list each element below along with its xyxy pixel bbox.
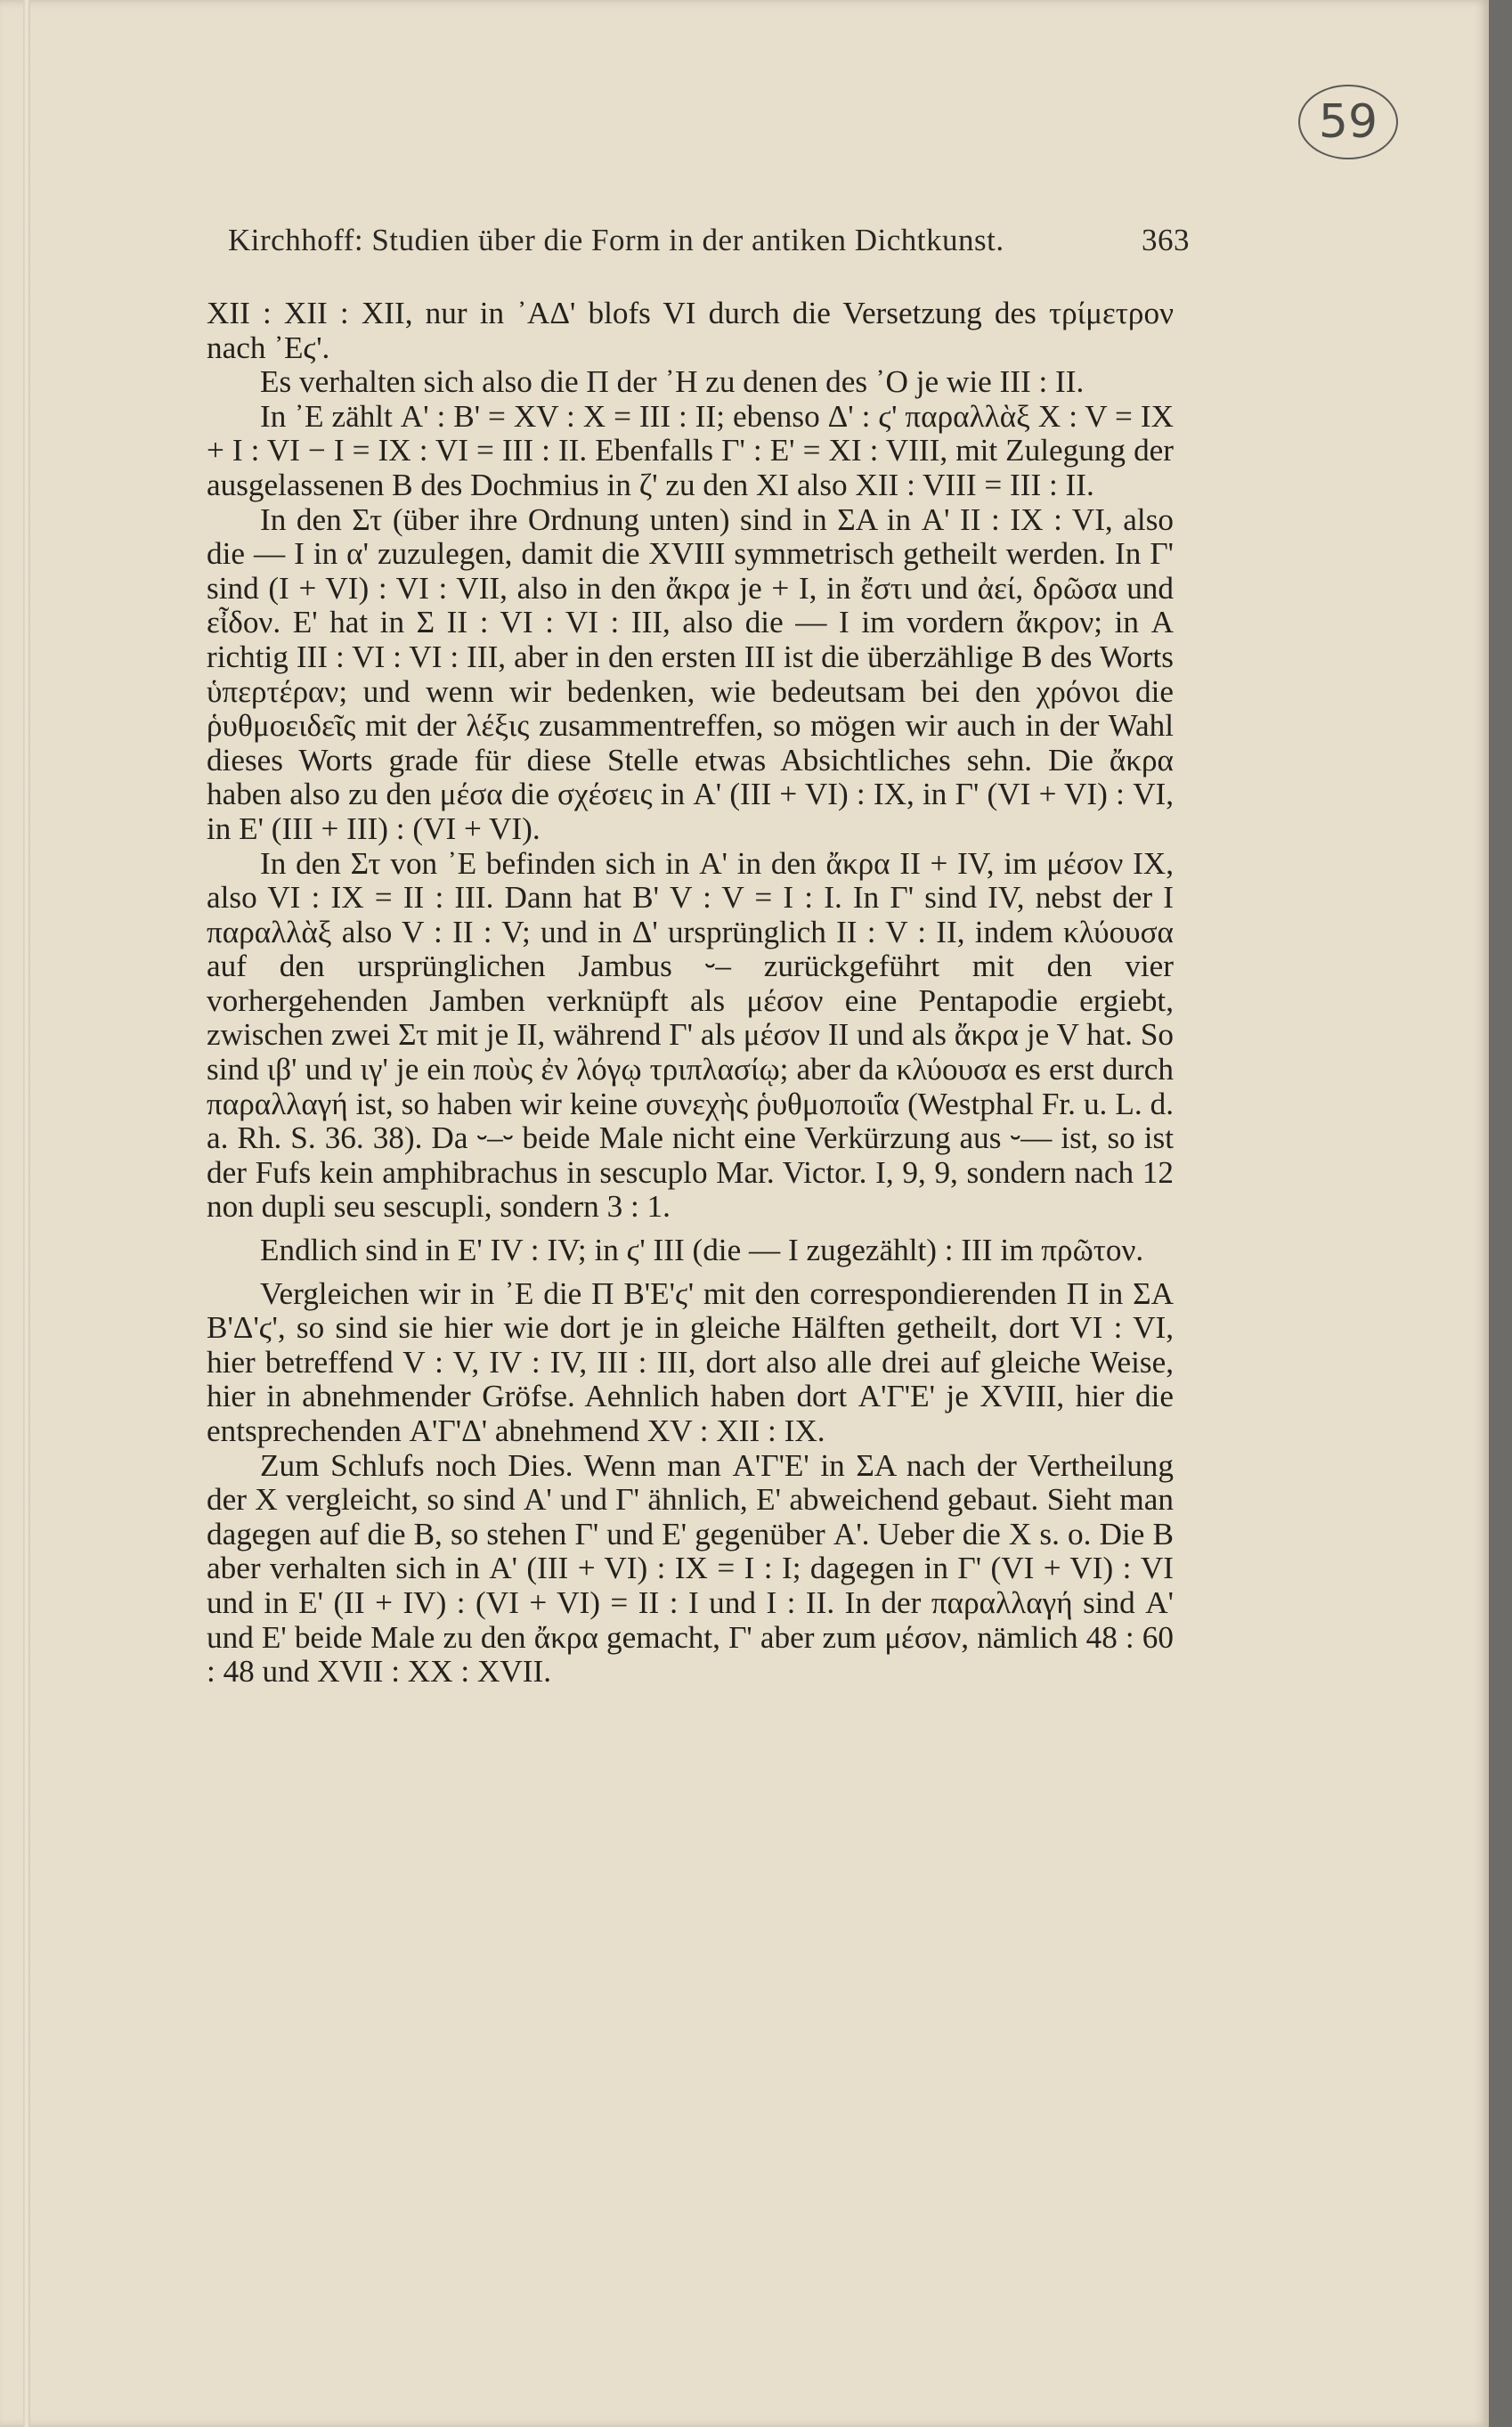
page-fold xyxy=(23,0,30,2427)
body-text xyxy=(207,297,1174,1690)
paragraph: In den Στ von ᾿Ε befinden sich in Α' in den ἄκρα II + IV, im μέσον IX, also VI : IX = II : III. Dann hat Β' V : V = I : I. In Γ' sind IV, nebst der I παραλλὰξ also V : II : V; und in Δ' ursprünglich II : V : II, indem κλύουσα auf den ursprünglichen Jambus ⏑– zurückgeführt mit den vier vorhergehenden Jamben verknüpft als μέσον eine Pentapodie ergiebt, zwischen zwei Στ mit je II, während Γ' als μέσον II und als ἄκρα je V hat. So sind ιβ' und ιγ' je ein ποὺς ἐν λόγῳ τριπλασίῳ; aber da κλύουσα es erst durch παραλλαγή ist, so haben wir keine συνεχὴς ῥυθμοποιΐα (Westphal Fr. u. L. d. a. Rh. S. 36. 38). Da ⏑–⏑ beide Male nicht eine Verkürzung aus ⏑–– ist, so ist der Fufs kein amphibrachus in sescuplo Mar. Victor. I, 9, 9, sondern nach 12 non dupli seu sescupli, sondern 3 : 1. xyxy=(207,845,1174,1225)
header-title: Kirchhoff: Studien über die Form in der antiken Dichtkunst. xyxy=(228,223,1004,257)
paragraph: Zum Schlufs noch Dies. Wenn man Α'Γ'Ε' in ΣΑ nach der Vertheilung der X vergleicht, so sind Α' und Γ' ähnlich, Ε' abweichend gebaut. Sieht man dagegen auf die Β, so stehen Γ' und Ε' gegenüber Α'. Ueber die X s. o. Die Β aber verhalten sich in Α' (III + VI) : IX = I : I; dagegen in Γ' (VI + VI) : VI und in Ε' (II + IV) : (VI + VI) = II : I und I : II. In der παραλλαγή sind Α' und Ε' beide Male zu den ἄκρα gemacht, Γ' aber zum μέσον, nämlich 48 : 60 : 48 und XVII : XX : XVII. xyxy=(207,1447,1174,1690)
paragraph: In ᾿Ε zählt Α' : Β' = XV : X = III : II; ebenso Δ' : ϛ' παραλλὰξ X : V = IX + I : VI − I = IX : VI = III : II. Ebenfalls Γ' : Ε' = XI : VIII, mit Zulegung der ausgelassenen Β des Dochmius in ζ' zu den XI also XII : VIII = III : II. xyxy=(207,398,1174,502)
paragraph: In den Στ (über ihre Ordnung unten) sind in ΣΑ in Α' II : IX : VI, also die — I in α' zuzulegen, damit die XVIII symmetrisch getheilt werden. In Γ' sind (I + VI) : VI : VII, also in den ἄκρα je + I, in ἔστι und ἀεί, δρῶσα und εἶδον. Ε' hat in Σ II : VI : VI : III, also die — I im vordern ἄκρον; in Α richtig III : VI : VI : III, aber in den ersten III ist die überzählige Β des Worts ὑπερτέραν; und wenn wir bedenken, wie bedeutsam bei den χρόνοι die ῥυθμοειδεῖς mit der λέξις zusammentreffen, so mögen wir auch in der Wahl dieses Worts grade für diese Stelle etwas Absichtliches sehn. Die ἄκρα haben also zu den μέσα die σχέσεις in Α' (III + VI) : IX, in Γ' (VI + VI) : VI, in Ε' (III + III) : (VI + VI). xyxy=(207,501,1174,846)
paragraph: Es verhalten sich also die Π der ᾿Η zu denen des ᾿Ο je wie III : II. xyxy=(260,364,1085,400)
paragraph: XII : XII : XII, nur in ᾿ΑΔ' blofs VI durch die Versetzung des τρίμετρον nach ᾿Εϛ'. xyxy=(207,296,1174,365)
handwritten-page-number: 59 xyxy=(1298,85,1398,159)
paragraph: Endlich sind in Ε' IV : IV; in ϛ' III (die — I zugezählt) : III im πρῶτον. xyxy=(260,1233,1144,1268)
header-page-number: 363 xyxy=(1142,223,1190,257)
running-header xyxy=(228,223,1190,258)
paragraph: Vergleichen wir in ᾿Ε die Π Β'Ε'ϛ' mit den correspondierenden Π in ΣΑ Β'Δ'ϛ', so sind sie hier wie dort je in gleiche Hälften getheilt, dort VI : VI, hier betreffend V : V, IV : IV, III : III, dort also alle drei auf gleiche Weise, hier in abnehmender Gröfse. Aehnlich haben dort Α'Γ'Ε' je XVIII, hier die entsprechenden Α'Γ'Δ' abnehmend XV : XII : IX. xyxy=(207,1275,1174,1448)
